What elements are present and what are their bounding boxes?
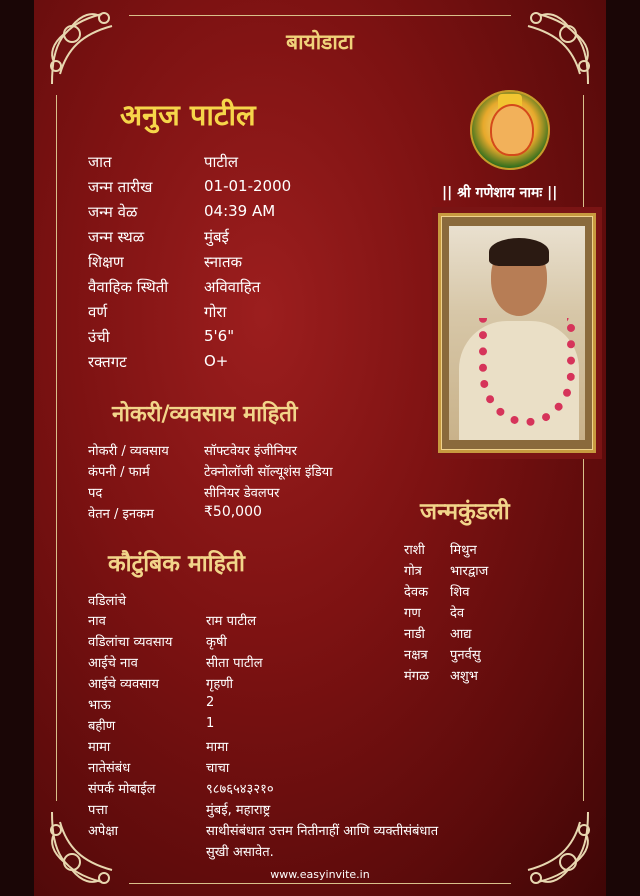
kundali-value: देव <box>450 606 465 621</box>
family-label: आईचे नाव <box>88 656 138 671</box>
kundali-value: भारद्वाज <box>450 564 489 579</box>
family-label: आईचे व्यवसाय <box>88 677 159 692</box>
kundali-label: गण <box>404 606 421 621</box>
kundali-label: नाडी <box>404 627 425 642</box>
family-label: वडिलांचा व्यवसाय <box>88 635 173 650</box>
footer-website-link[interactable]: www.easyinvite.in <box>270 868 370 881</box>
job-label: कंपनी / फार्म <box>88 465 150 480</box>
ganesha-head <box>490 104 534 156</box>
expectation-label: अपेक्षा <box>88 824 119 839</box>
frame-top-line <box>129 15 511 16</box>
kundali-label: मंगळ <box>404 669 429 684</box>
family-label: नातेसंबंध <box>88 761 131 776</box>
job-label: नोकरी / व्यवसाय <box>88 444 169 459</box>
family-value: मुंबई, महाराष्ट्र <box>206 803 271 818</box>
family-value: कृषी <box>206 635 227 650</box>
biodata-card <box>34 0 606 896</box>
kundali-value: अशुभ <box>450 669 478 684</box>
frame-left-line <box>56 95 57 801</box>
kundali-label: नक्षत्र <box>404 648 428 663</box>
page-title: बायोडाटा <box>286 30 354 54</box>
detail-label: जात <box>88 153 112 171</box>
expectation-text-line1: साथीसंबंधात उत्तम नितीनाहीं आणि व्यक्तीसंबंधात <box>206 824 439 839</box>
detail-label: वैवाहिक स्थिती <box>88 278 169 296</box>
family-value: मामा <box>206 740 229 755</box>
kundali-value: आद्य <box>450 627 472 642</box>
kundali-label: राशी <box>404 543 425 558</box>
detail-label: जन्म तारीख <box>88 178 153 196</box>
frame-bottom-line <box>129 883 511 884</box>
kundali-value: पुनर्वसु <box>450 648 481 663</box>
job-label: पद <box>88 486 103 501</box>
profile-photo-frame <box>438 213 596 453</box>
kundali-label: गोत्र <box>404 564 422 579</box>
kundali-value: मिथुन <box>450 543 477 558</box>
kundali-label: देवक <box>404 585 429 600</box>
kundali-value: शिव <box>450 585 470 600</box>
family-value: गृहणी <box>206 677 233 692</box>
ganesha-icon <box>470 90 550 170</box>
family-label: संपर्क मोबाईल <box>88 782 156 797</box>
family-label: पत्ता <box>88 803 108 818</box>
detail-label: उंची <box>88 328 110 346</box>
job-value: सीनियर डेवलपर <box>204 486 280 501</box>
detail-value: अविवाहित <box>204 278 261 296</box>
detail-label: जन्म वेळ <box>88 203 138 221</box>
job-value: ₹50,000 <box>204 504 262 520</box>
family-value: 1 <box>206 716 215 731</box>
detail-value: 5'6" <box>204 327 235 345</box>
family-value: राम पाटील <box>206 614 257 629</box>
family-value: सीता पाटील <box>206 656 263 671</box>
kundali-section-title: जन्मकुंडली <box>420 499 510 525</box>
detail-value: गोरा <box>204 303 227 321</box>
job-value: सॉफ्टवेयर इंजीनियर <box>204 444 297 459</box>
detail-value: पाटील <box>204 153 239 171</box>
detail-value: मुंबई <box>204 228 229 246</box>
family-section-title: कौटुंबिक माहिती <box>108 551 245 577</box>
detail-value: स्नातक <box>204 253 243 271</box>
job-label: वेतन / इनकम <box>88 507 154 522</box>
family-subheading: वडिलांचे <box>88 594 126 609</box>
family-value: 2 <box>206 695 215 710</box>
family-value: चाचा <box>206 761 230 776</box>
shloka-text: || श्री गणेशाय नामः || <box>442 185 558 201</box>
photo-person-hair <box>489 238 549 266</box>
detail-value: 01-01-2000 <box>204 177 292 195</box>
job-value: टेक्नोलॉजी सॉल्यूशंस इंडिया <box>204 465 333 480</box>
detail-label: शिक्षण <box>88 253 124 271</box>
family-value: ९८७६५४३२१० <box>206 782 274 797</box>
family-label: भाऊ <box>88 698 111 713</box>
candidate-name: अनुज पाटील <box>120 98 256 132</box>
family-label: नाव <box>88 614 106 629</box>
job-section-title: नोकरी/व्यवसाय माहिती <box>112 402 298 427</box>
detail-label: वर्ण <box>88 303 108 321</box>
detail-value: O+ <box>204 352 229 370</box>
detail-label: जन्म स्थळ <box>88 228 145 246</box>
family-label: मामा <box>88 740 111 755</box>
profile-photo <box>449 226 585 440</box>
photo-garland <box>479 318 575 426</box>
detail-value: 04:39 AM <box>204 202 276 220</box>
expectation-text-line2: सुखी असावेत. <box>206 845 274 860</box>
detail-label: रक्तगट <box>88 353 127 371</box>
family-label: बहीण <box>88 719 116 734</box>
